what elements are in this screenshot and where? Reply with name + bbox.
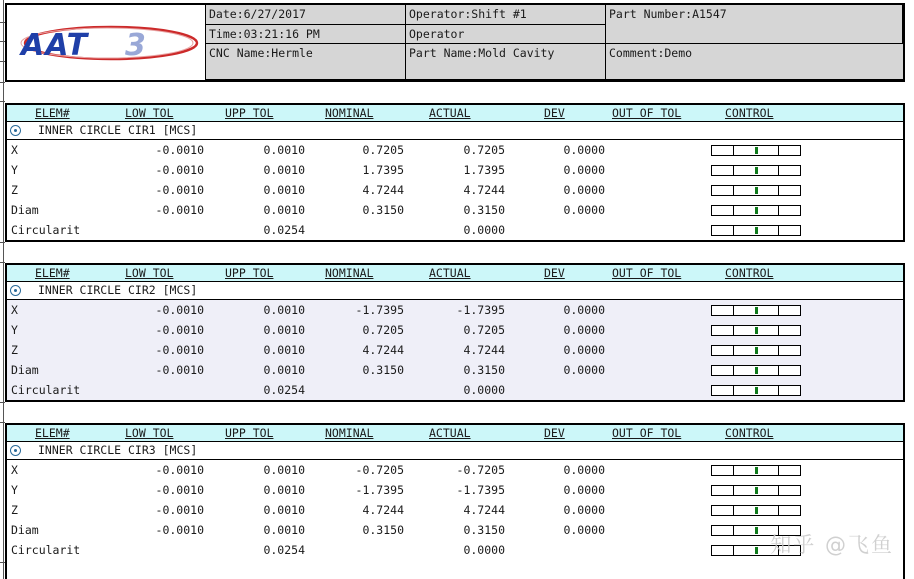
low-tol-value: -0.0010 bbox=[155, 143, 204, 157]
dev-value: 0.0000 bbox=[563, 163, 605, 177]
control-gauge bbox=[711, 145, 801, 156]
col-actual: ACTUAL bbox=[429, 266, 471, 280]
dev-value: 0.0000 bbox=[563, 303, 605, 317]
circle-feature-icon bbox=[10, 445, 21, 456]
circle-feature-icon bbox=[10, 285, 21, 296]
actual-value: 0.7205 bbox=[463, 143, 505, 157]
table-row bbox=[7, 160, 903, 180]
margin-tick bbox=[0, 242, 5, 243]
low-tol-value: -0.0010 bbox=[155, 503, 204, 517]
margin-rule bbox=[3, 0, 4, 579]
upp-tol-value: 0.0010 bbox=[263, 203, 305, 217]
low-tol-value: -0.0010 bbox=[155, 303, 204, 317]
gauge-marker bbox=[755, 487, 758, 494]
gauge-marker bbox=[755, 187, 758, 194]
upp-tol-value: 0.0010 bbox=[263, 463, 305, 477]
feature-title: INNER CIRCLE CIR3 [MCS] bbox=[38, 443, 198, 457]
nominal-value: 4.7244 bbox=[362, 343, 404, 357]
gauge-segment bbox=[733, 386, 734, 395]
upp-tol-value: 0.0010 bbox=[263, 343, 305, 357]
gauge-segment bbox=[733, 366, 734, 375]
gauge-segment bbox=[733, 466, 734, 475]
control-gauge bbox=[711, 485, 801, 496]
actual-value: 0.3150 bbox=[463, 363, 505, 377]
table-row bbox=[7, 480, 903, 500]
gauge-segment bbox=[778, 166, 779, 175]
low-tol-value: -0.0010 bbox=[155, 363, 204, 377]
table-row bbox=[7, 200, 903, 220]
table-row bbox=[7, 320, 903, 340]
elem-label: Diam bbox=[11, 523, 39, 537]
upp-tol-value: 0.0010 bbox=[263, 503, 305, 517]
upp-tol-value: 0.0254 bbox=[263, 223, 305, 237]
elem-label: Diam bbox=[11, 363, 39, 377]
elem-label: Circularit bbox=[11, 543, 81, 557]
gauge-marker bbox=[755, 307, 758, 314]
gauge-segment bbox=[733, 226, 734, 235]
dev-value: 0.0000 bbox=[563, 363, 605, 377]
gauge-segment bbox=[733, 186, 734, 195]
col-dev: DEV bbox=[544, 426, 565, 440]
upp-tol-value: 0.0010 bbox=[263, 183, 305, 197]
upp-tol-value: 0.0010 bbox=[263, 303, 305, 317]
margin-tick bbox=[0, 402, 5, 403]
nominal-value: -0.7205 bbox=[355, 463, 404, 477]
circle-feature-icon bbox=[10, 125, 21, 136]
logo-cell bbox=[7, 5, 206, 80]
svg-text:AAT: AAT bbox=[21, 28, 89, 63]
col-nominal: NOMINAL bbox=[325, 106, 374, 120]
column-header-row bbox=[7, 425, 903, 442]
control-gauge bbox=[711, 205, 801, 216]
header-operator: Operator:Shift #1 bbox=[406, 5, 606, 25]
header-date: Date:6/27/2017 bbox=[206, 5, 406, 25]
dev-value: 0.0000 bbox=[563, 483, 605, 497]
table-row bbox=[7, 140, 903, 160]
gauge-marker bbox=[755, 147, 758, 154]
gauge-marker bbox=[755, 507, 758, 514]
actual-value: 0.0000 bbox=[463, 543, 505, 557]
svg-text:3: 3 bbox=[125, 28, 146, 63]
header-part-name: Part Name:Mold Cavity bbox=[406, 44, 606, 80]
control-gauge bbox=[711, 345, 801, 356]
measurement-rows bbox=[7, 460, 903, 560]
actual-value: 0.0000 bbox=[463, 383, 505, 397]
report-header bbox=[5, 3, 905, 82]
col-actual: ACTUAL bbox=[429, 106, 471, 120]
margin-tick bbox=[0, 82, 5, 83]
gauge-segment bbox=[778, 306, 779, 315]
column-header-row bbox=[7, 265, 903, 282]
gauge-segment bbox=[778, 386, 779, 395]
feature-title-row bbox=[7, 122, 903, 140]
low-tol-value: -0.0010 bbox=[155, 343, 204, 357]
gauge-segment bbox=[733, 546, 734, 555]
low-tol-value: -0.0010 bbox=[155, 183, 204, 197]
control-gauge bbox=[711, 305, 801, 316]
gauge-segment bbox=[733, 346, 734, 355]
col-dev: DEV bbox=[544, 106, 565, 120]
table-row bbox=[7, 460, 903, 480]
gauge-marker bbox=[755, 327, 758, 334]
upp-tol-value: 0.0010 bbox=[263, 363, 305, 377]
elem-label: X bbox=[11, 303, 18, 317]
actual-value: -1.7395 bbox=[456, 303, 505, 317]
gauge-segment bbox=[733, 526, 734, 535]
gauge-segment bbox=[778, 506, 779, 515]
col-out-of-tol: OUT OF TOL bbox=[612, 266, 682, 280]
gauge-segment bbox=[733, 486, 734, 495]
control-gauge bbox=[711, 505, 801, 516]
gauge-marker bbox=[755, 347, 758, 354]
table-row bbox=[7, 220, 903, 240]
gauge-marker bbox=[755, 367, 758, 374]
low-tol-value: -0.0010 bbox=[155, 523, 204, 537]
col-control: CONTROL bbox=[725, 426, 774, 440]
col-out-of-tol: OUT OF TOL bbox=[612, 106, 682, 120]
elem-label: X bbox=[11, 463, 18, 477]
col-low-tol: LOW TOL bbox=[125, 426, 174, 440]
actual-value: 0.7205 bbox=[463, 323, 505, 337]
col-nominal: NOMINAL bbox=[325, 266, 374, 280]
header-part-number: Part Number:A1547 bbox=[606, 5, 903, 44]
nominal-value: 0.7205 bbox=[362, 323, 404, 337]
gauge-segment bbox=[778, 346, 779, 355]
nominal-value: 1.7395 bbox=[362, 163, 404, 177]
col-low-tol: LOW TOL bbox=[125, 266, 174, 280]
elem-label: Y bbox=[11, 323, 18, 337]
upp-tol-value: 0.0254 bbox=[263, 543, 305, 557]
gauge-marker bbox=[755, 207, 758, 214]
col-upp-tol: UPP TOL bbox=[225, 426, 274, 440]
dev-value: 0.0000 bbox=[563, 343, 605, 357]
gauge-segment bbox=[733, 206, 734, 215]
elem-label: Circularit bbox=[11, 223, 81, 237]
control-gauge bbox=[711, 225, 801, 236]
table-row bbox=[7, 180, 903, 200]
actual-value: 0.3150 bbox=[463, 203, 505, 217]
dev-value: 0.0000 bbox=[563, 523, 605, 537]
header-time: Time:03:21:16 PM bbox=[206, 25, 406, 44]
upp-tol-value: 0.0010 bbox=[263, 483, 305, 497]
actual-value: -1.7395 bbox=[456, 483, 505, 497]
header-comment: Comment:Demo bbox=[606, 44, 903, 80]
measurement-rows bbox=[7, 140, 903, 240]
dev-value: 0.0000 bbox=[563, 183, 605, 197]
nominal-value: 4.7244 bbox=[362, 503, 404, 517]
dev-value: 0.0000 bbox=[563, 203, 605, 217]
gauge-segment bbox=[733, 166, 734, 175]
upp-tol-value: 0.0254 bbox=[263, 383, 305, 397]
col-low-tol: LOW TOL bbox=[125, 106, 174, 120]
actual-value: -0.7205 bbox=[456, 463, 505, 477]
low-tol-value: -0.0010 bbox=[155, 463, 204, 477]
col-out-of-tol: OUT OF TOL bbox=[612, 426, 682, 440]
dev-value: 0.0000 bbox=[563, 143, 605, 157]
actual-value: 1.7395 bbox=[463, 163, 505, 177]
header-operator-sub: Operator bbox=[406, 25, 606, 44]
table-row bbox=[7, 500, 903, 520]
col-actual: ACTUAL bbox=[429, 426, 471, 440]
gauge-segment bbox=[733, 326, 734, 335]
col-elem: ELEM# bbox=[35, 266, 70, 280]
upp-tol-value: 0.0010 bbox=[263, 323, 305, 337]
actual-value: 0.0000 bbox=[463, 223, 505, 237]
actual-value: 4.7244 bbox=[463, 183, 505, 197]
feature-block bbox=[5, 263, 905, 402]
col-elem: ELEM# bbox=[35, 426, 70, 440]
control-gauge bbox=[711, 365, 801, 376]
col-nominal: NOMINAL bbox=[325, 426, 374, 440]
upp-tol-value: 0.0010 bbox=[263, 523, 305, 537]
actual-value: 4.7244 bbox=[463, 343, 505, 357]
nominal-value: 0.3150 bbox=[362, 363, 404, 377]
column-header-row bbox=[7, 105, 903, 122]
feature-title-row bbox=[7, 282, 903, 300]
table-row bbox=[7, 520, 903, 540]
table-row bbox=[7, 540, 903, 560]
nominal-value: 0.3150 bbox=[362, 203, 404, 217]
dev-value: 0.0000 bbox=[563, 503, 605, 517]
aat3-logo bbox=[7, 5, 206, 80]
gauge-marker bbox=[755, 467, 758, 474]
col-elem: ELEM# bbox=[35, 106, 70, 120]
elem-label: Z bbox=[11, 343, 18, 357]
elem-label: Circularit bbox=[11, 383, 81, 397]
control-gauge bbox=[711, 325, 801, 336]
elem-label: Z bbox=[11, 503, 18, 517]
nominal-value: -1.7395 bbox=[355, 303, 404, 317]
measurement-rows bbox=[7, 300, 903, 400]
col-upp-tol: UPP TOL bbox=[225, 106, 274, 120]
low-tol-value: -0.0010 bbox=[155, 323, 204, 337]
dev-value: 0.0000 bbox=[563, 463, 605, 477]
gauge-segment bbox=[778, 146, 779, 155]
table-row bbox=[7, 380, 903, 400]
col-control: CONTROL bbox=[725, 266, 774, 280]
gauge-segment bbox=[733, 506, 734, 515]
header-cnc-name: CNC Name:Hermle bbox=[206, 44, 406, 80]
elem-label: X bbox=[11, 143, 18, 157]
nominal-value: 0.3150 bbox=[362, 523, 404, 537]
actual-value: 4.7244 bbox=[463, 503, 505, 517]
gauge-segment bbox=[778, 486, 779, 495]
gauge-marker bbox=[755, 227, 758, 234]
gauge-segment bbox=[778, 206, 779, 215]
feature-title: INNER CIRCLE CIR1 [MCS] bbox=[38, 123, 198, 137]
table-row bbox=[7, 340, 903, 360]
low-tol-value: -0.0010 bbox=[155, 203, 204, 217]
dev-value: 0.0000 bbox=[563, 323, 605, 337]
gauge-segment bbox=[778, 226, 779, 235]
elem-label: Y bbox=[11, 483, 18, 497]
feature-title-row bbox=[7, 442, 903, 460]
elem-label: Y bbox=[11, 163, 18, 177]
col-dev: DEV bbox=[544, 266, 565, 280]
gauge-marker bbox=[755, 387, 758, 394]
gauge-marker bbox=[755, 527, 758, 534]
gauge-segment bbox=[778, 326, 779, 335]
elem-label: Z bbox=[11, 183, 18, 197]
table-row bbox=[7, 360, 903, 380]
watermark: 知乎 @飞鱼 bbox=[770, 533, 894, 557]
gauge-segment bbox=[733, 306, 734, 315]
control-gauge bbox=[711, 165, 801, 176]
upp-tol-value: 0.0010 bbox=[263, 163, 305, 177]
margin-tick bbox=[0, 101, 5, 102]
nominal-value: 4.7244 bbox=[362, 183, 404, 197]
gauge-marker bbox=[755, 167, 758, 174]
upp-tol-value: 0.0010 bbox=[263, 143, 305, 157]
nominal-value: -1.7395 bbox=[355, 483, 404, 497]
control-gauge bbox=[711, 385, 801, 396]
feature-title: INNER CIRCLE CIR2 [MCS] bbox=[38, 283, 198, 297]
control-gauge bbox=[711, 185, 801, 196]
gauge-marker bbox=[755, 547, 758, 554]
table-row bbox=[7, 300, 903, 320]
control-gauge bbox=[711, 465, 801, 476]
col-control: CONTROL bbox=[725, 106, 774, 120]
col-upp-tol: UPP TOL bbox=[225, 266, 274, 280]
gauge-segment bbox=[778, 186, 779, 195]
nominal-value: 0.7205 bbox=[362, 143, 404, 157]
low-tol-value: -0.0010 bbox=[155, 483, 204, 497]
gauge-segment bbox=[733, 146, 734, 155]
feature-block bbox=[5, 103, 905, 242]
low-tol-value: -0.0010 bbox=[155, 163, 204, 177]
actual-value: 0.3150 bbox=[463, 523, 505, 537]
elem-label: Diam bbox=[11, 203, 39, 217]
gauge-segment bbox=[778, 366, 779, 375]
gauge-segment bbox=[778, 466, 779, 475]
